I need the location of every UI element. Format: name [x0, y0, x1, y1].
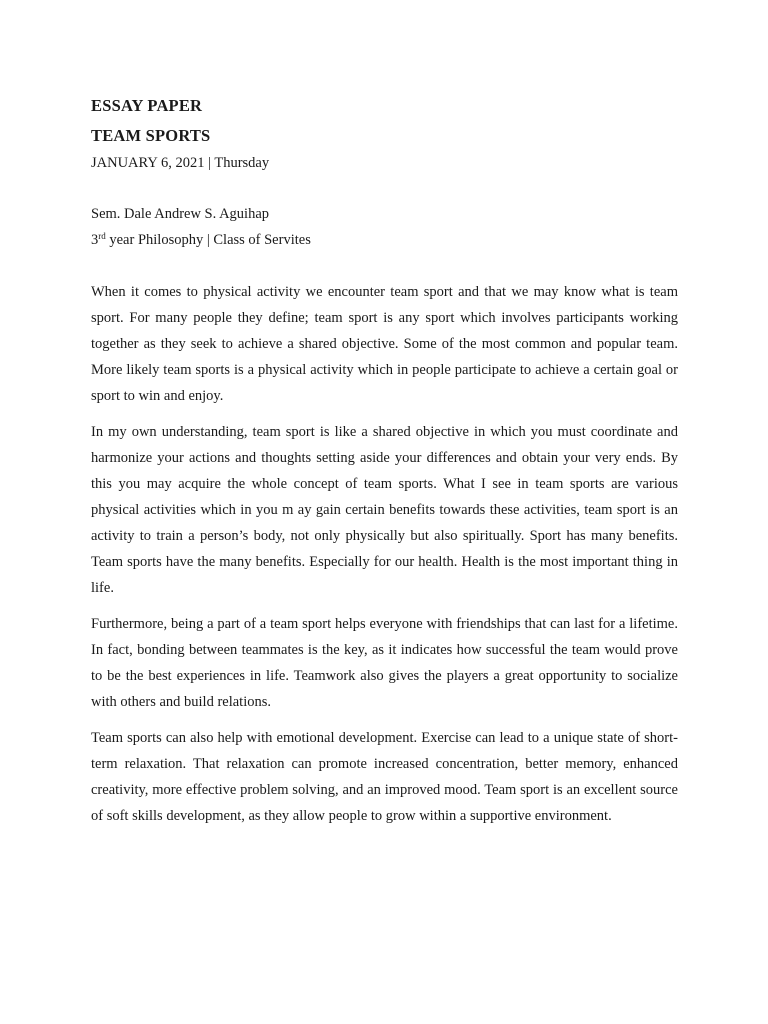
- paragraph-3: Furthermore, being a part of a team sport helps everyone with friendships that can last for a lifetime. In fact, bonding between teammates is the key, as it indicates how successful the team would prove to be the best experiences in life. Teamwork also gives the players a great opportunity to socialize with others and build relations.: [91, 616, 678, 710]
- date-line: JANUARY 6, 2021 | Thursday: [91, 155, 270, 171]
- paragraph-4: Team sports can also help with emotional development. Exercise can lead to a unique state of short-term relaxation. That relaxation can promote increased concentration, better memory, enhanced creativity, more effective problem solving, and an improved mood. Team sport is an excellent source of soft skills development, as they allow people to grow within a supportive environment.: [91, 730, 678, 824]
- author-year-number: 3: [91, 232, 99, 248]
- author-program: year Philosophy | Class of Servites: [105, 232, 311, 248]
- paragraph-2: In my own understanding, team sport is like a shared objective in which you must coordinate and harmonize your actions and thoughts setting aside your differences and obtain your very ends. By this you may acquire the whole concept of team sports. What I see in team sports are various physical activities which in you m ay gain certain benefits towards these activities, team sport is an activity to train a person’s body, not only physically but also spiritually. Sport has many benefits. Team sports have the many benefits. Especially for our health. Health is the most important thing in life.: [91, 424, 678, 596]
- paragraph-1: When it comes to physical activity we encounter team sport and that we may know what is team sport. For many people they define; team sport is any sport which involves participants working together as they seek to achieve a shared objective. Some of the most common and popular team. More likely team sports is a physical activity which in people participate to achieve a certain goal or sport to win and enjoy.: [91, 284, 678, 404]
- author-name: Sem. Dale Andrew S. Aguihap: [91, 206, 270, 222]
- title-line-2: TEAM SPORTS: [91, 126, 211, 145]
- title-line-1: ESSAY PAPER: [91, 96, 203, 115]
- author-block: [91, 201, 678, 253]
- document-page: [91, 91, 678, 839]
- author-year-ordinal: rd: [98, 231, 106, 241]
- author-program-line: [91, 227, 678, 253]
